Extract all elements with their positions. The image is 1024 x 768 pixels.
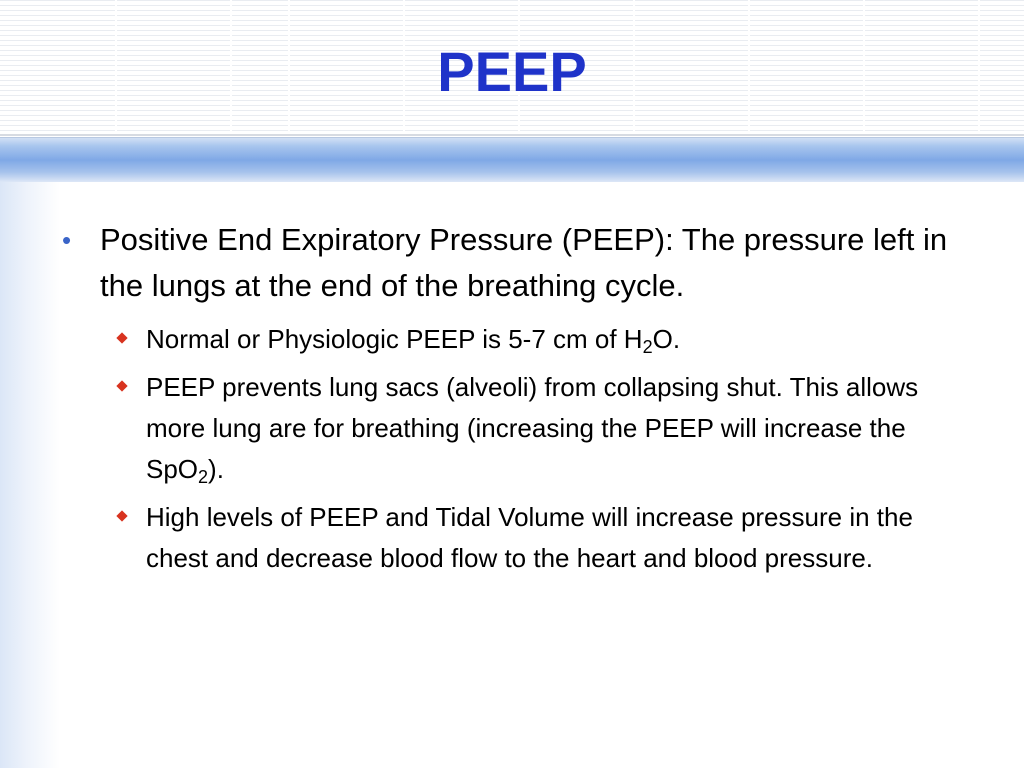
side-gradient [0, 180, 60, 768]
subscript: 2 [642, 337, 653, 357]
round-bullet-icon: • [62, 225, 72, 255]
sub-bullet-text: PEEP prevents lung sacs (alveoli) from collapsing shut. This allows more lung are for breathing (increasing the PEEP will increase the SpO [146, 372, 919, 484]
sub-bullet-item [60, 367, 960, 490]
diamond-bullet-icon [116, 332, 127, 343]
main-bullet [60, 217, 960, 309]
slide-title: PEEP [437, 40, 587, 103]
subscript: 2 [198, 467, 209, 487]
sub-bullet-text: Normal or Physiologic PEEP is 5-7 cm of H [146, 324, 643, 354]
sub-bullet-list [60, 319, 960, 579]
slide-body [60, 217, 960, 586]
main-bullet-text: Positive End Expiratory Pressure (PEEP): The pressure left in the lungs at the end of the breathing cycle. [100, 222, 948, 303]
diamond-bullet-icon [116, 380, 127, 391]
sub-bullet-text-end: O. [652, 324, 681, 354]
header-divider [0, 134, 1024, 136]
sub-bullet-text: High levels of PEEP and Tidal Volume will increase pressure in the chest and decrease blood flow to the heart and blood pressure. [146, 502, 913, 573]
sub-bullet-text-end: ). [208, 454, 224, 484]
diamond-bullet-icon [116, 510, 127, 521]
slide-header [0, 0, 1024, 136]
header-blue-band [0, 138, 1024, 182]
sub-bullet-item [60, 319, 960, 360]
sub-bullet-item [60, 497, 960, 579]
